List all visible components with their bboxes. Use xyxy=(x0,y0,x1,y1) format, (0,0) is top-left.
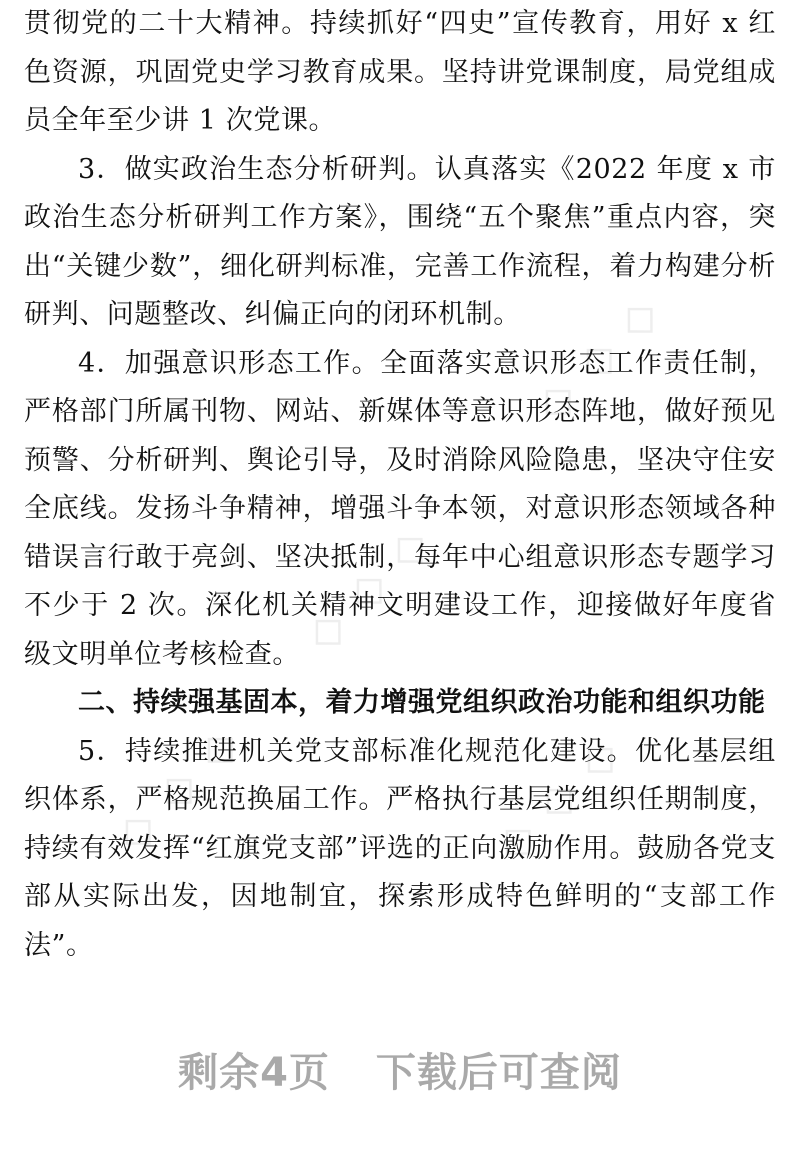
paragraph-continuation: 贯彻党的二十大精神。持续抓好“四史”宣传教育，用好 x 红色资源，巩固党史学习教育成果。坚持讲党课制度，局党组成员全年至少讲 1 次党课。 xyxy=(24,8,776,136)
paragraph-item-3: 3．做实政治生态分析研判。认真落实《2022 年度 x 市政治生态分析研判工作方案》，围绕“五个聚焦”重点内容，突出“关键少数”，细化研判标准，完善工作流程，着力构建分析研判、问题整改、纠偏正向的闭环机制。 xyxy=(24,153,776,330)
section-heading: 二、持续强基固本，着力增强党组织政治功能和组织功能 xyxy=(78,687,766,718)
watermark: ◇ ◇ ◇ xyxy=(523,282,672,432)
watermark: ◇ ◇ ◇ xyxy=(293,512,442,662)
document-page xyxy=(24,0,776,1000)
download-to-view-label: 下载后可查阅 xyxy=(375,1050,622,1096)
paragraph-item-4: 4．加强意识形态工作。全面落实意识形态工作责任制，严格部门所属刊物、网站、新媒体等意识形态阵地，做好预见预警、分析研判、舆论引导，及时消除风险隐患，坚决守住安全底线。发扬斗争精神，增强斗争本领，对意识形态领域各种错误言行敢于亮剑、坚决抵制，每年中心组意识形态专题学习不少于 2 次。深化机关精神文明建设工作，迎接做好年度省级文明单位考核检查。 xyxy=(24,347,776,670)
download-prompt-banner[interactable] xyxy=(0,1043,800,1103)
remaining-pages-label: 剩余4页 xyxy=(178,1050,330,1096)
paragraph-item-5: 5．持续推进机关党支部标准化规范化建设。优化基层组织体系，严格规范换届工作。严格执行基层党组织任期制度，持续有效发挥“红旗党支部”评选的正向激励作用。鼓励各党支部从实际出发，因地制宜，探索形成特色鲜明的“支部工作法”。 xyxy=(24,735,776,961)
watermark: ◇ ◇ ◇ xyxy=(103,712,252,862)
watermark: ◇ ◇ ◇ xyxy=(483,722,632,872)
